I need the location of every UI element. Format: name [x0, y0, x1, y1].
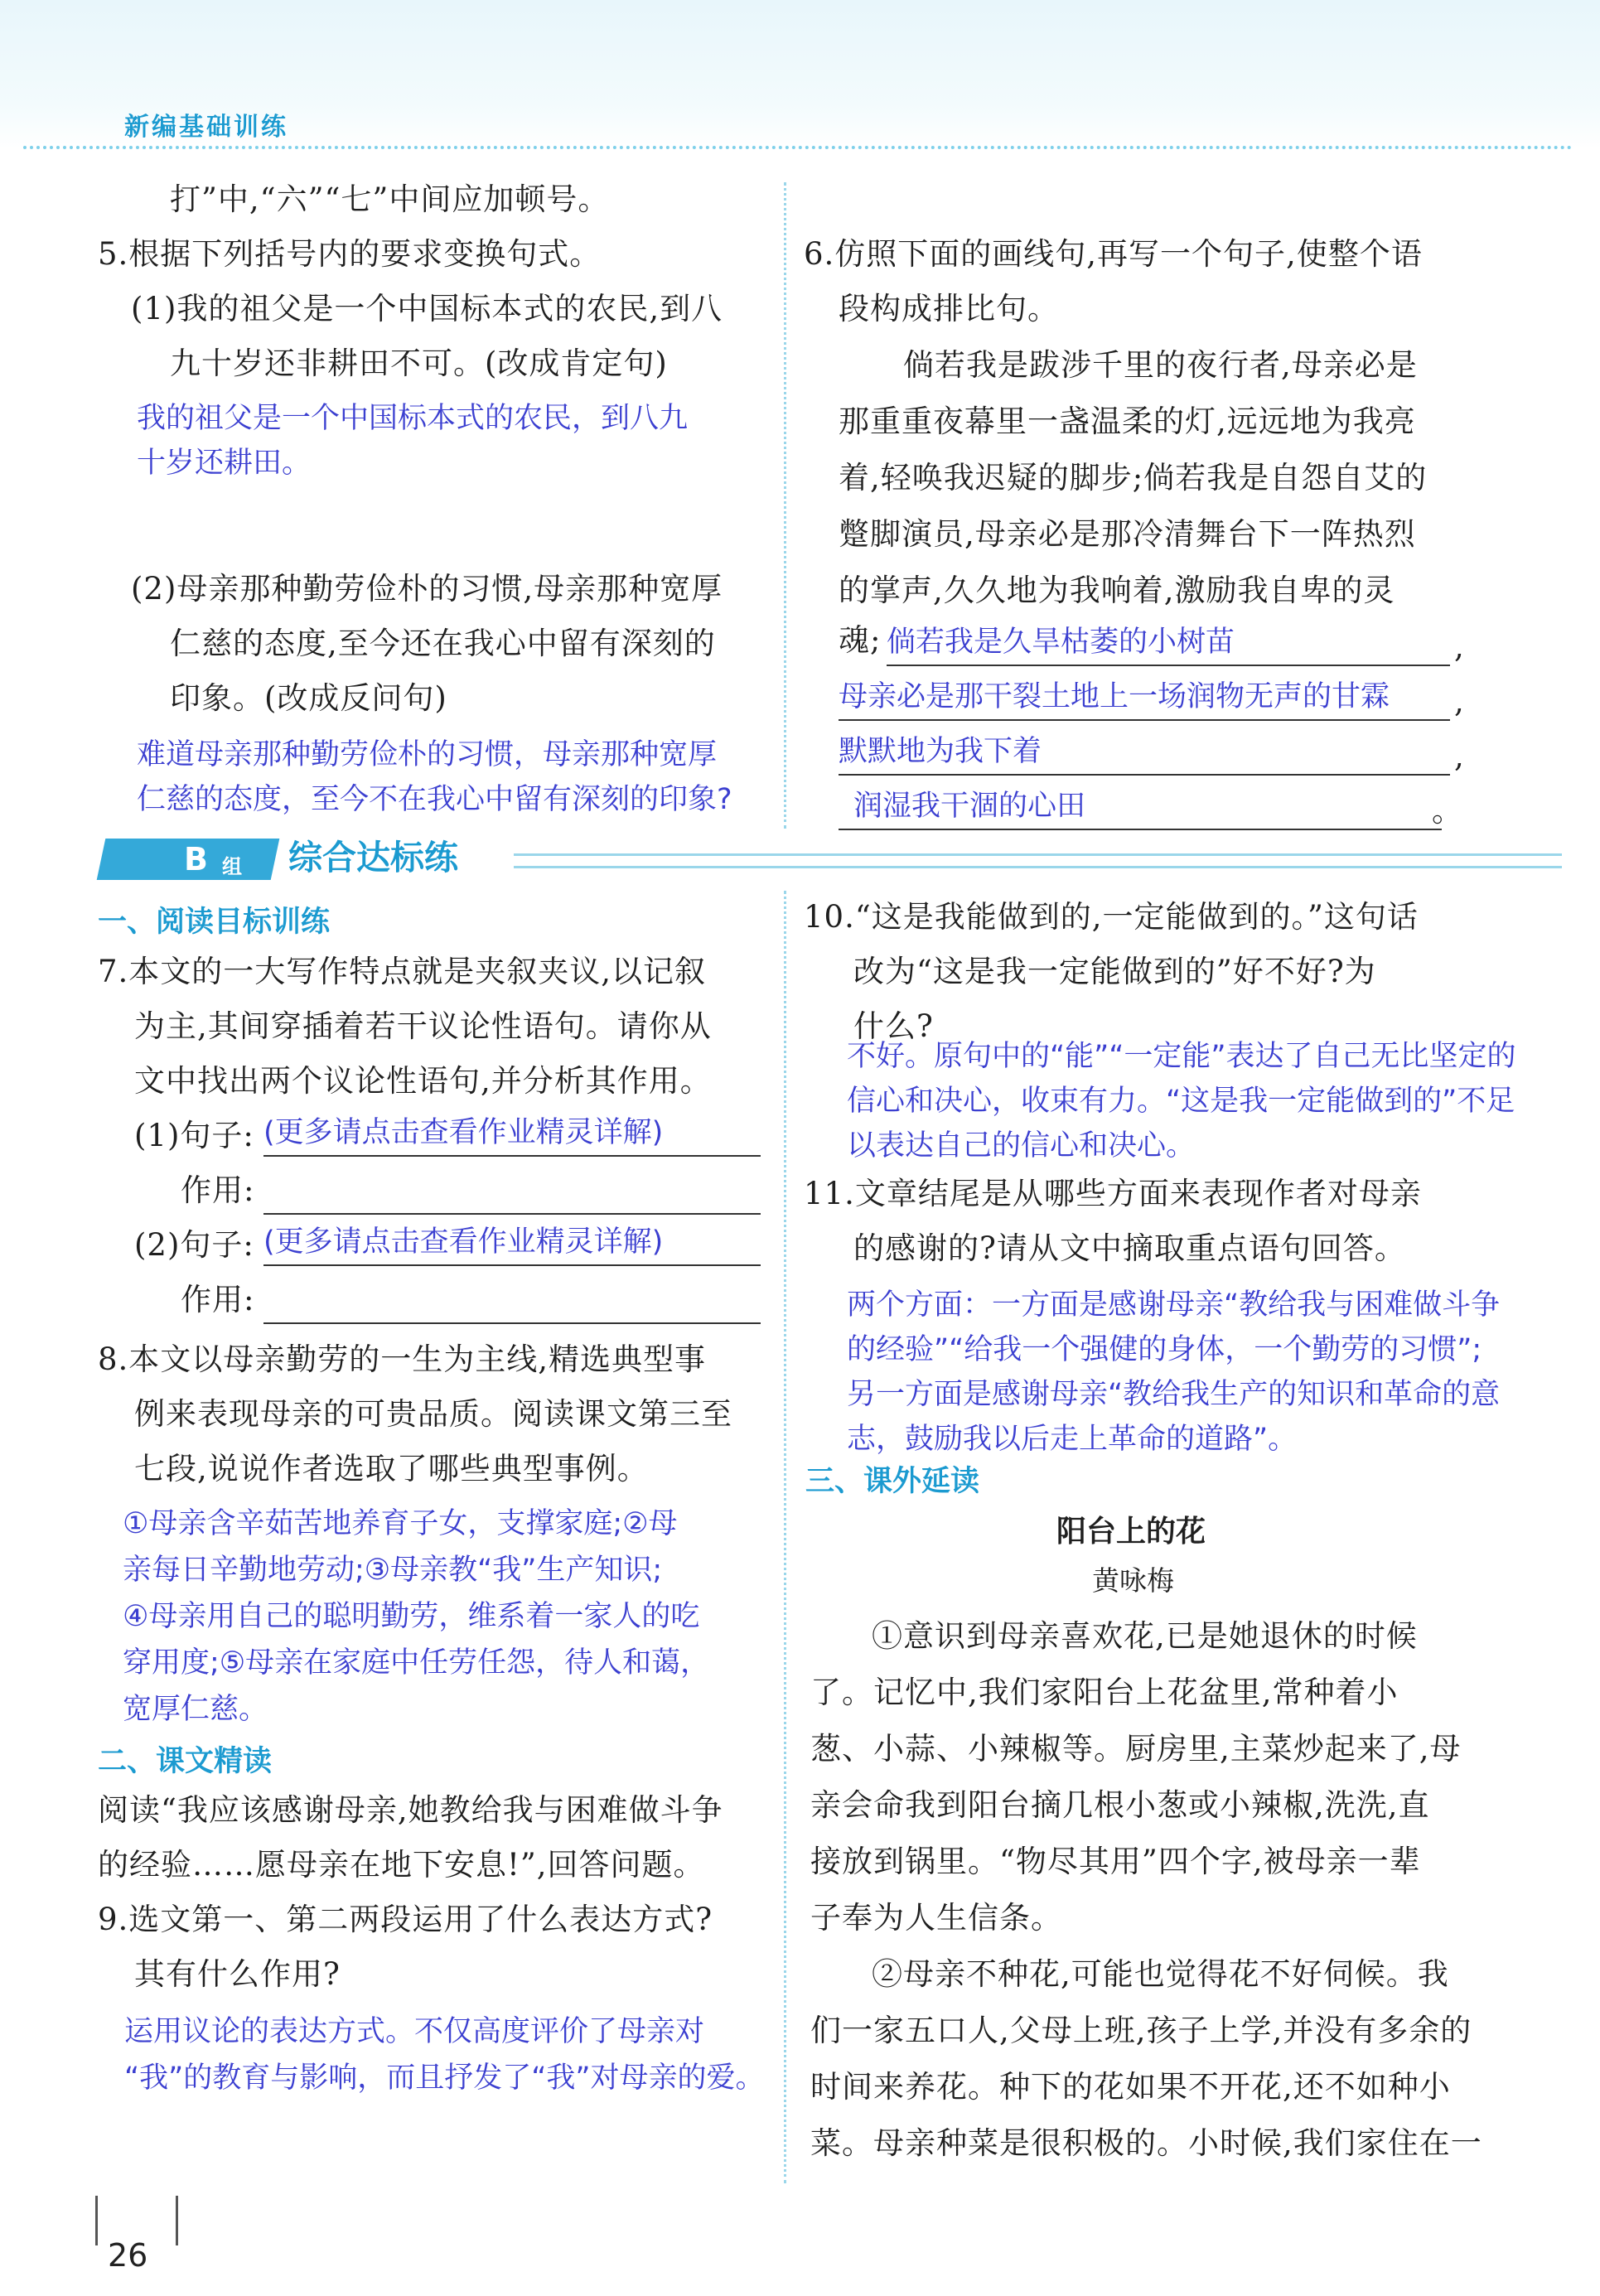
question-11-line2: 的感谢的?请从文中摘取重点语句回答。 — [853, 1230, 1406, 1266]
answer-10-line2: 信心和决心，收束有力。“这是我一定能做到的”不足 — [847, 1085, 1515, 1118]
answer-6-line1: 倘若我是久旱枯萎的小树苗 — [887, 620, 1450, 666]
answer-6-line2: 母亲必是那干裂土地上一场润物无声的甘霖 — [839, 674, 1450, 721]
question-6-passage-line4: 蹩脚演员,母亲必是那冷清舞台下一阵热烈 — [839, 516, 1416, 552]
subsection-1-heading: 一、阅读目标训练 — [98, 906, 331, 939]
answer-5-1-line1: 我的祖父是一个中国标本式的农民，到八九 — [137, 402, 689, 435]
answer-8-line5: 宽厚仁慈。 — [123, 1693, 268, 1726]
question-7-sentence1-label: (1)句子: — [134, 1118, 254, 1153]
question-7-effect2-blank — [263, 1278, 761, 1324]
answer-6-period: 。 — [1432, 793, 1463, 829]
answer-6-line4: 润湿我干涸的心田 — [839, 784, 1442, 830]
question-8-line3: 七段,说说作者选取了哪些典型事例。 — [134, 1451, 649, 1486]
article-para2-line3: 时间来养花。种下的花如果不开花,还不如种小 — [810, 2069, 1451, 2105]
question-10-line2: 改为“这是我一定能做到的”好不好?为 — [853, 954, 1376, 989]
column-divider-top — [784, 182, 786, 829]
answer-8-line4: 穿用度;⑤母亲在家庭中任劳任怨，待人和蔼， — [123, 1646, 710, 1680]
answer-5-2-line2: 仁慈的态度，至今不在我心中留有深刻的印象? — [137, 783, 732, 816]
question-5-part2-line2: 仁慈的态度,至今还在我心中留有深刻的 — [170, 626, 716, 661]
article-author: 黄咏梅 — [1092, 1564, 1174, 1597]
answer-10-line1: 不好。原句中的“能”“一定能”表达了自己无比坚定的 — [847, 1040, 1516, 1073]
question-7-sentence1-answer: (更多请点击查看作业精灵详解) — [263, 1110, 761, 1157]
continuation-text: 打”中,“六”“七”中间应加顿号。 — [170, 181, 610, 217]
section-b-stripes — [514, 853, 1562, 868]
answer-10-line3: 以表达自己的信心和决心。 — [847, 1129, 1196, 1163]
article-title: 阳台上的花 — [1056, 1515, 1206, 1549]
question-6-passage-line1: 倘若我是跋涉千里的夜行者,母亲必是 — [903, 347, 1418, 383]
question-6-line2: 段构成排比句。 — [839, 291, 1059, 326]
article-para1-line1: ①意识到母亲喜欢花,已是她退休的时候 — [872, 1618, 1418, 1654]
question-7-effect1-blank — [263, 1168, 761, 1215]
question-5-part1-line2: 九十岁还非耕田不可。(改成肯定句) — [170, 346, 668, 381]
question-6-passage-line6-prefix: 魂; — [839, 622, 882, 658]
answer-9-line2: “我”的教育与影响，而且抒发了“我”对母亲的爱。 — [124, 2062, 765, 2095]
question-7-sentence2-answer: (更多请点击查看作业精灵详解) — [263, 1220, 761, 1266]
question-7-line3: 文中找出两个议论性语句,并分析其作用。 — [134, 1063, 712, 1099]
page-number-bar-right — [176, 2196, 178, 2245]
question-6-passage-line2: 那重重夜幕里一盏温柔的灯,远远地为我亮 — [839, 404, 1416, 439]
question-6-passage-line5: 的掌声,久久地为我响着,激励我自卑的灵 — [839, 573, 1395, 608]
question-7-effect1-label: 作用: — [181, 1172, 255, 1208]
article-para1-line5: 接放到锅里。“物尽其用”四个字,被母亲一辈 — [810, 1844, 1421, 1879]
header-title: 新编基础训练 — [124, 113, 288, 142]
answer-5-2-line1: 难道母亲那种勤劳俭朴的习惯，母亲那种宽厚 — [137, 738, 718, 771]
answer-11-line1: 两个方面：一方面是感谢母亲“教给我与困难做斗争 — [847, 1288, 1501, 1322]
question-5-stem: 5.根据下列括号内的要求变换句式。 — [98, 236, 602, 272]
question-9-line2: 其有什么作用? — [134, 1956, 341, 1992]
article-para1-line3: 葱、小蒜、小辣椒等。厨房里,主菜炒起来了,母 — [810, 1731, 1462, 1767]
article-para2-line1: ②母亲不种花,可能也觉得花不好伺候。我 — [872, 1956, 1449, 1992]
question-8-line1: 8.本文以母亲勤劳的一生为主线,精选典型事 — [98, 1341, 707, 1377]
answer-8-line3: ④母亲用自己的聪明勤劳，维系着一家人的吃 — [123, 1600, 700, 1633]
answer-6-line3: 默默地为我下着 — [839, 729, 1450, 776]
question-6-line1: 6.仿照下面的画线句,再写一个句子,使整个语 — [804, 236, 1423, 272]
question-7-line2: 为主,其间穿插着若干议论性语句。请你从 — [134, 1008, 712, 1044]
subsection-2-heading: 二、课文精读 — [98, 1745, 273, 1778]
section-b-badge-letter: B — [184, 841, 208, 877]
article-para2-line4: 菜。母亲种菜是很积极的。小时候,我们家住在一 — [810, 2125, 1482, 2161]
answer-8-line1: ①母亲含辛茹苦地养育子女，支撑家庭;②母 — [123, 1507, 678, 1540]
subsection-3-heading: 三、课外延读 — [805, 1465, 980, 1498]
question-5-part1-line1: (1)我的祖父是一个中国标本式的农民,到八 — [131, 291, 723, 326]
section-b-title: 综合达标练 — [288, 838, 458, 877]
column-divider-bottom — [784, 891, 786, 2183]
question-10-line3: 什么? — [853, 1008, 934, 1044]
article-para1-line6: 子奉为人生信条。 — [810, 1900, 1062, 1936]
answer-9-line1: 运用议论的表达方式。不仅高度评价了母亲对 — [124, 2015, 705, 2048]
question-7-effect2-label: 作用: — [181, 1282, 255, 1317]
answer-11-line4: 志，鼓励我以后走上革命的道路”。 — [847, 1423, 1298, 1456]
answer-6-comma3: , — [1454, 738, 1465, 774]
article-para1-line4: 亲会命我到阳台摘几根小葱或小辣椒,洗洗,直 — [810, 1787, 1430, 1823]
question-8-line2: 例来表现母亲的可贵品质。阅读课文第三至 — [134, 1396, 732, 1432]
question-11-line1: 11.文章结尾是从哪些方面来表现作者对母亲 — [804, 1176, 1422, 1211]
section-b-badge-sub: 组 — [222, 855, 242, 878]
answer-8-line2: 亲每日辛勤地劳动;③母亲教“我”生产知识; — [123, 1554, 663, 1587]
header-divider — [23, 146, 1573, 149]
question-9-line1: 9.选文第一、第二两段运用了什么表达方式? — [98, 1902, 713, 1937]
page-number-bar-left — [95, 2196, 98, 2245]
question-10-line1: 10.“这是我能做到的,一定能做到的。”这句话 — [804, 899, 1419, 935]
article-para2-line2: 们一家五口人,父母上班,孩子上学,并没有多余的 — [810, 2013, 1472, 2048]
article-para1-line2: 了。记忆中,我们家阳台上花盆里,常种着小 — [810, 1675, 1399, 1710]
page-number: 26 — [108, 2237, 148, 2274]
answer-6-comma1: , — [1454, 629, 1465, 665]
reading-instruction-line1: 阅读“我应该感谢母亲,她教给我与困难做斗争 — [98, 1792, 723, 1828]
answer-11-line3: 另一方面是感谢母亲“教给我生产的知识和革命的意 — [847, 1378, 1501, 1411]
reading-instruction-line2: 的经验……愿母亲在地下安息!”,回答问题。 — [98, 1847, 705, 1883]
answer-6-comma2: , — [1454, 684, 1465, 719]
question-6-passage-line3: 着,轻唤我迟疑的脚步;倘若我是自怨自艾的 — [839, 460, 1428, 495]
question-5-part2-line1: (2)母亲那种勤劳俭朴的习惯,母亲那种宽厚 — [131, 571, 723, 607]
question-5-part2-line3: 印象。(改成反问句) — [170, 680, 447, 716]
answer-11-line2: 的经验”“给我一个强健的身体，一个勤劳的习惯”; — [847, 1333, 1482, 1366]
answer-5-1-line2: 十岁还耕田。 — [137, 447, 312, 480]
question-7-line1: 7.本文的一大写作特点就是夹叙夹议,以记叙 — [98, 954, 707, 989]
question-7-sentence2-label: (2)句子: — [134, 1227, 254, 1263]
